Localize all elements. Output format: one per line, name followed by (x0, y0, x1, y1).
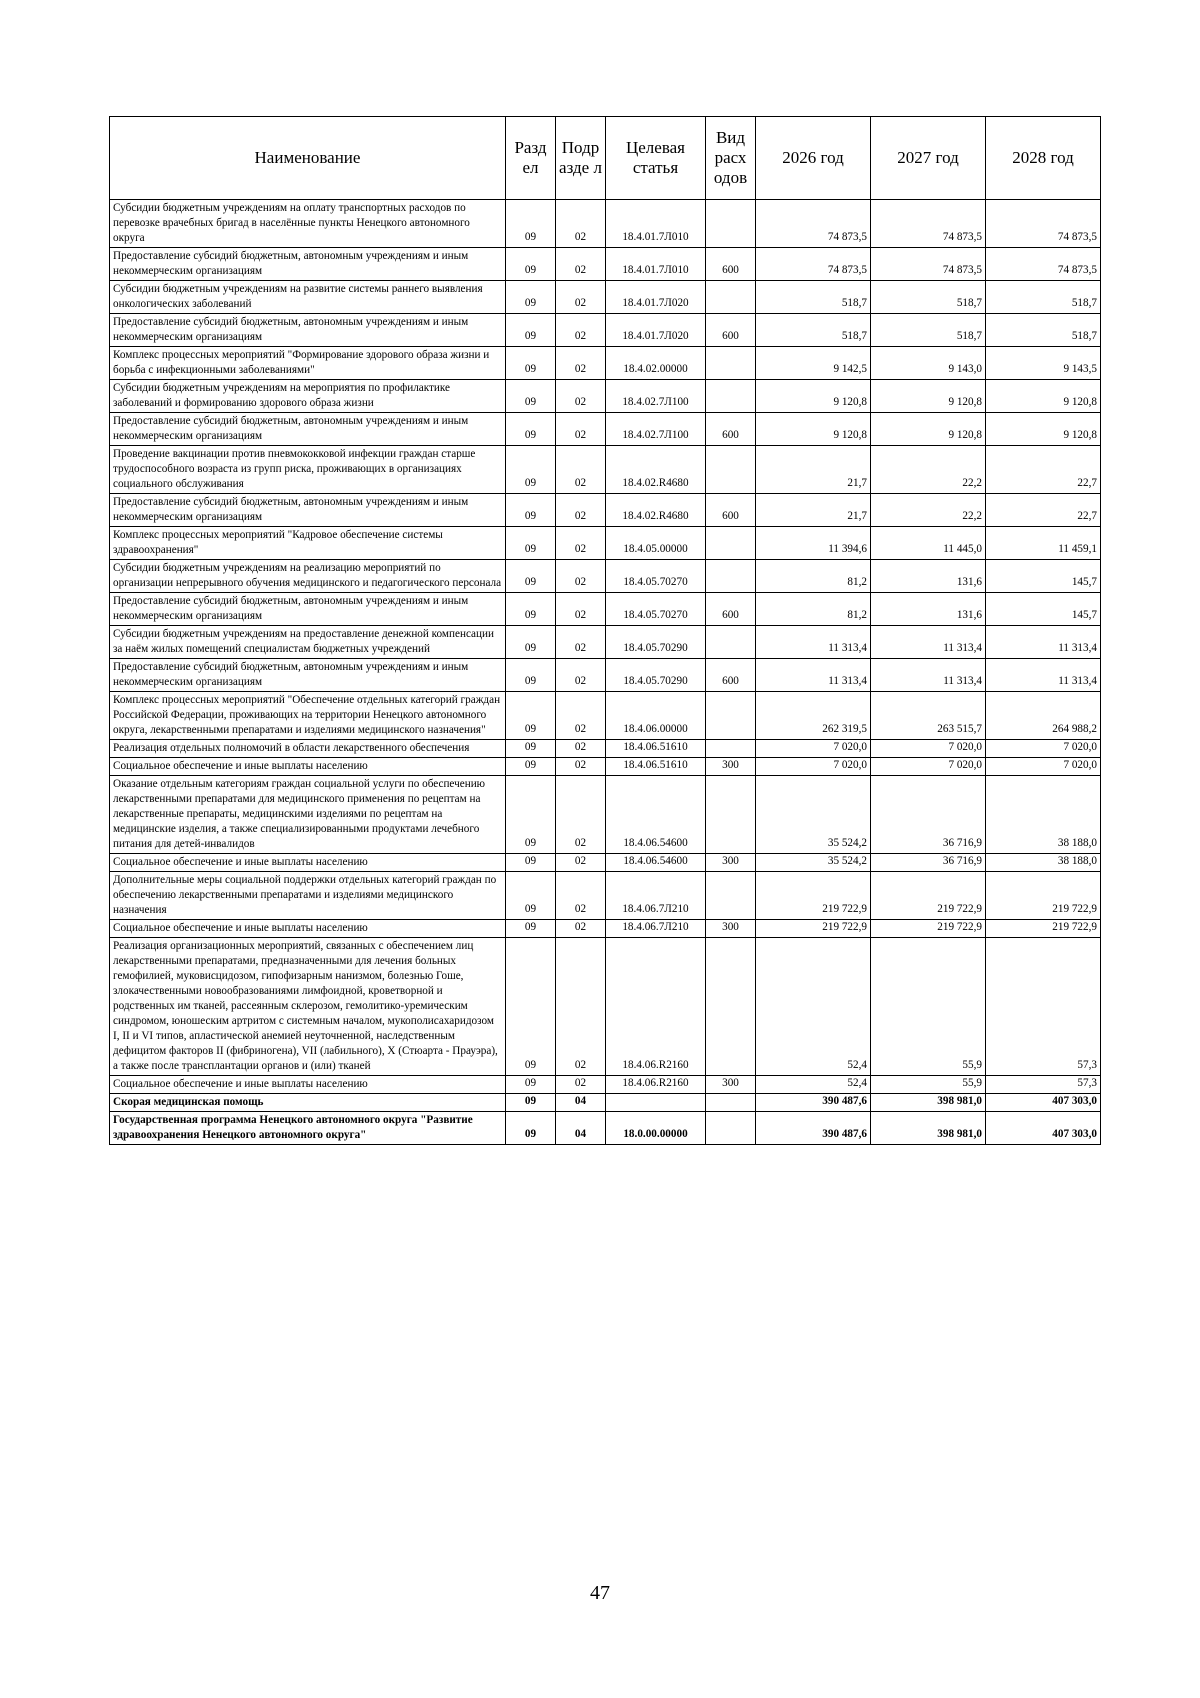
cell-y2028: 22,7 (986, 494, 1101, 527)
cell-section: 09 (506, 1094, 556, 1112)
cell-name: Социальное обеспечение и иные выплаты населению (110, 758, 506, 776)
cell-name: Предоставление субсидий бюджетным, автономным учреждениям и иным некоммерческим организациям (110, 494, 506, 527)
table-row (110, 692, 1101, 740)
cell-name: Комплекс процессных мероприятий "Обеспечение отдельных категорий граждан Российской Федерации, проживающих на территории Ненецкого автономного округа, лекарственными препаратами и изделиями медицинского назначения" (110, 692, 506, 740)
header-2026: 2026 год (756, 117, 871, 200)
cell-target: 18.4.05.70290 (606, 626, 706, 659)
cell-expense-type: 300 (706, 854, 756, 872)
cell-y2027: 398 981,0 (871, 1094, 986, 1112)
cell-expense-type (706, 626, 756, 659)
cell-y2027: 518,7 (871, 314, 986, 347)
table-row (110, 380, 1101, 413)
cell-subsection: 02 (556, 593, 606, 626)
cell-section: 09 (506, 938, 556, 1076)
cell-expense-type (706, 200, 756, 248)
cell-y2027: 131,6 (871, 593, 986, 626)
cell-y2028: 9 120,8 (986, 380, 1101, 413)
cell-name: Субсидии бюджетным учреждениям на мероприятия по профилактике заболеваний и формированию здорового образа жизни (110, 380, 506, 413)
cell-subsection: 02 (556, 446, 606, 494)
cell-target: 18.4.01.7Л020 (606, 314, 706, 347)
cell-section: 09 (506, 593, 556, 626)
cell-subsection: 02 (556, 854, 606, 872)
cell-y2027: 398 981,0 (871, 1112, 986, 1145)
cell-y2026: 518,7 (756, 281, 871, 314)
cell-y2028: 22,7 (986, 446, 1101, 494)
cell-name: Комплекс процессных мероприятий "Кадровое обеспечение системы здравоохранения" (110, 527, 506, 560)
table-row (110, 446, 1101, 494)
cell-expense-type: 600 (706, 248, 756, 281)
cell-target: 18.4.06.R2160 (606, 1076, 706, 1094)
table-row (110, 527, 1101, 560)
header-expense-type: Вид расх одов (706, 117, 756, 200)
cell-y2027: 74 873,5 (871, 200, 986, 248)
cell-expense-type (706, 527, 756, 560)
cell-y2028: 57,3 (986, 938, 1101, 1076)
cell-target: 18.4.06.7Л210 (606, 872, 706, 920)
cell-subsection: 02 (556, 1076, 606, 1094)
cell-target: 18.4.05.00000 (606, 527, 706, 560)
cell-section: 09 (506, 626, 556, 659)
cell-y2028: 11 313,4 (986, 659, 1101, 692)
cell-subsection: 02 (556, 494, 606, 527)
table-row (110, 593, 1101, 626)
cell-subsection: 02 (556, 248, 606, 281)
cell-subsection: 02 (556, 347, 606, 380)
table-row (110, 659, 1101, 692)
cell-subsection: 02 (556, 527, 606, 560)
cell-target: 18.4.05.70270 (606, 560, 706, 593)
cell-name: Предоставление субсидий бюджетным, автономным учреждениям и иным некоммерческим организациям (110, 593, 506, 626)
cell-expense-type (706, 740, 756, 758)
cell-y2026: 21,7 (756, 446, 871, 494)
cell-subsection: 02 (556, 740, 606, 758)
cell-expense-type: 600 (706, 593, 756, 626)
table-row (110, 494, 1101, 527)
table-row (110, 248, 1101, 281)
cell-expense-type (706, 938, 756, 1076)
cell-section: 09 (506, 200, 556, 248)
cell-target: 18.4.02.R4680 (606, 494, 706, 527)
cell-y2028: 145,7 (986, 593, 1101, 626)
cell-y2027: 518,7 (871, 281, 986, 314)
cell-y2026: 74 873,5 (756, 200, 871, 248)
cell-section: 09 (506, 758, 556, 776)
table-row (110, 413, 1101, 446)
cell-y2028: 11 459,1 (986, 527, 1101, 560)
cell-y2028: 7 020,0 (986, 758, 1101, 776)
cell-y2026: 11 313,4 (756, 659, 871, 692)
cell-y2027: 131,6 (871, 560, 986, 593)
cell-y2028: 9 120,8 (986, 413, 1101, 446)
cell-subsection: 02 (556, 380, 606, 413)
cell-y2026: 35 524,2 (756, 854, 871, 872)
cell-subsection: 02 (556, 314, 606, 347)
header-2028: 2028 год (986, 117, 1101, 200)
cell-subsection: 04 (556, 1112, 606, 1145)
cell-y2026: 11 313,4 (756, 626, 871, 659)
table-row (110, 1076, 1101, 1094)
cell-name: Государственная программа Ненецкого автономного округа "Развитие здравоохранения Ненецкого автономного округа" (110, 1112, 506, 1145)
cell-y2026: 219 722,9 (756, 872, 871, 920)
cell-name: Реализация организационных мероприятий, связанных с обеспечением лиц лекарственными препаратами, предназначенными для лечения больных гемофилией, муковисцидозом, гипофизарным нанизмом, болезнью Гоше, злокачественными новообразованиями лимфоидной, кроветворной и родственных им тканей, рассеянным склерозом, гемолитико-уремическим синдромом, юношеским артритом с системным началом, мукополисахаридозом I, II и VI типов, апластической анемией неуточненной, наследственным дефицитом факторов II (фибриногена), VII (лабильного), X (Стюарта - Прауэра), а также после трансплантации органов и (или) тканей (110, 938, 506, 1076)
cell-name: Реализация отдельных полномочий в области лекарственного обеспечения (110, 740, 506, 758)
cell-y2028: 74 873,5 (986, 200, 1101, 248)
table-row (110, 347, 1101, 380)
cell-target: 18.4.06.00000 (606, 692, 706, 740)
cell-section: 09 (506, 446, 556, 494)
cell-expense-type: 300 (706, 920, 756, 938)
cell-section: 09 (506, 560, 556, 593)
cell-subsection: 02 (556, 920, 606, 938)
cell-y2028: 9 143,5 (986, 347, 1101, 380)
cell-y2028: 219 722,9 (986, 872, 1101, 920)
cell-name: Комплекс процессных мероприятий "Формирование здорового образа жизни и борьба с инфекционными заболеваниями" (110, 347, 506, 380)
table-row (110, 938, 1101, 1076)
header-2027: 2027 год (871, 117, 986, 200)
table-row (110, 200, 1101, 248)
cell-y2028: 219 722,9 (986, 920, 1101, 938)
cell-target: 18.4.06.51610 (606, 740, 706, 758)
cell-expense-type (706, 380, 756, 413)
table-row (110, 314, 1101, 347)
cell-y2026: 518,7 (756, 314, 871, 347)
cell-y2027: 9 120,8 (871, 380, 986, 413)
cell-y2026: 262 319,5 (756, 692, 871, 740)
cell-y2026: 52,4 (756, 1076, 871, 1094)
cell-section: 09 (506, 248, 556, 281)
page-number: 47 (590, 1582, 610, 1604)
cell-y2027: 36 716,9 (871, 854, 986, 872)
cell-target: 18.4.05.70270 (606, 593, 706, 626)
table-row (110, 758, 1101, 776)
cell-section: 09 (506, 692, 556, 740)
cell-y2028: 38 188,0 (986, 854, 1101, 872)
cell-expense-type (706, 560, 756, 593)
cell-subsection: 02 (556, 281, 606, 314)
cell-section: 09 (506, 413, 556, 446)
cell-subsection: 02 (556, 776, 606, 854)
table-row (110, 626, 1101, 659)
table-row (110, 1112, 1101, 1145)
table-row (110, 872, 1101, 920)
cell-expense-type: 600 (706, 413, 756, 446)
cell-name: Предоставление субсидий бюджетным, автономным учреждениям и иным некоммерческим организациям (110, 248, 506, 281)
cell-y2028: 407 303,0 (986, 1112, 1101, 1145)
cell-section: 09 (506, 872, 556, 920)
cell-expense-type: 600 (706, 494, 756, 527)
cell-target: 18.4.06.51610 (606, 758, 706, 776)
table-row (110, 281, 1101, 314)
table-row (110, 854, 1101, 872)
cell-name: Проведение вакцинации против пневмококковой инфекции граждан старше трудоспособного возраста из групп риска, проживающих в организациях социального обслуживания (110, 446, 506, 494)
table-row (110, 1094, 1101, 1112)
cell-y2026: 7 020,0 (756, 740, 871, 758)
cell-y2026: 81,2 (756, 560, 871, 593)
cell-y2028: 7 020,0 (986, 740, 1101, 758)
cell-name: Социальное обеспечение и иные выплаты населению (110, 920, 506, 938)
cell-y2026: 9 120,8 (756, 380, 871, 413)
cell-name: Социальное обеспечение и иные выплаты населению (110, 854, 506, 872)
cell-name: Оказание отдельным категориям граждан социальной услуги по обеспечению лекарственными препаратами для медицинского применения по рецептам на лекарственные препараты, медицинскими изделиями по рецептам на медицинские изделия, а также специализированными продуктами лечебного питания для детей-инвалидов (110, 776, 506, 854)
cell-name: Предоставление субсидий бюджетным, автономным учреждениям и иным некоммерческим организациям (110, 659, 506, 692)
cell-target: 18.4.02.7Л100 (606, 413, 706, 446)
cell-subsection: 02 (556, 200, 606, 248)
cell-y2027: 219 722,9 (871, 920, 986, 938)
cell-y2026: 52,4 (756, 938, 871, 1076)
budget-table (109, 116, 1101, 1145)
cell-y2028: 57,3 (986, 1076, 1101, 1094)
cell-section: 09 (506, 314, 556, 347)
table-row (110, 920, 1101, 938)
cell-target: 18.4.02.00000 (606, 347, 706, 380)
cell-y2028: 264 988,2 (986, 692, 1101, 740)
cell-expense-type: 300 (706, 758, 756, 776)
cell-y2027: 22,2 (871, 494, 986, 527)
cell-y2026: 35 524,2 (756, 776, 871, 854)
cell-y2027: 74 873,5 (871, 248, 986, 281)
cell-name: Дополнительные меры социальной поддержки отдельных категорий граждан по обеспечению лекарственными препаратами и изделиями медицинского назначения (110, 872, 506, 920)
cell-y2027: 11 313,4 (871, 626, 986, 659)
cell-expense-type (706, 776, 756, 854)
cell-expense-type (706, 347, 756, 380)
cell-y2026: 81,2 (756, 593, 871, 626)
cell-y2026: 390 487,6 (756, 1094, 871, 1112)
cell-target: 18.4.01.7Л020 (606, 281, 706, 314)
cell-y2028: 518,7 (986, 314, 1101, 347)
cell-y2027: 7 020,0 (871, 758, 986, 776)
cell-y2026: 9 142,5 (756, 347, 871, 380)
cell-section: 09 (506, 1112, 556, 1145)
cell-name: Скорая медицинская помощь (110, 1094, 506, 1112)
cell-section: 09 (506, 347, 556, 380)
cell-y2028: 145,7 (986, 560, 1101, 593)
cell-y2028: 11 313,4 (986, 626, 1101, 659)
cell-name: Субсидии бюджетным учреждениям на оплату транспортных расходов по перевозке врачебных бригад в населённые пункты Ненецкого автономного округа (110, 200, 506, 248)
cell-subsection: 02 (556, 938, 606, 1076)
cell-name: Субсидии бюджетным учреждениям на реализацию мероприятий по организации непрерывного обучения медицинского и педагогического персонала (110, 560, 506, 593)
budget-table-container (109, 116, 1100, 1145)
cell-target: 18.4.02.R4680 (606, 446, 706, 494)
cell-y2028: 518,7 (986, 281, 1101, 314)
cell-y2026: 21,7 (756, 494, 871, 527)
cell-target: 18.4.06.54600 (606, 854, 706, 872)
cell-expense-type (706, 446, 756, 494)
cell-name: Предоставление субсидий бюджетным, автономным учреждениям и иным некоммерческим организациям (110, 314, 506, 347)
cell-section: 09 (506, 380, 556, 413)
cell-y2026: 74 873,5 (756, 248, 871, 281)
cell-y2026: 7 020,0 (756, 758, 871, 776)
cell-target: 18.4.01.7Л010 (606, 200, 706, 248)
table-row (110, 776, 1101, 854)
cell-target: 18.4.05.70290 (606, 659, 706, 692)
cell-expense-type (706, 1094, 756, 1112)
cell-target: 18.4.01.7Л010 (606, 248, 706, 281)
cell-subsection: 02 (556, 659, 606, 692)
cell-subsection: 02 (556, 626, 606, 659)
cell-section: 09 (506, 527, 556, 560)
cell-y2027: 36 716,9 (871, 776, 986, 854)
cell-expense-type (706, 281, 756, 314)
cell-y2027: 55,9 (871, 1076, 986, 1094)
cell-target: 18.4.06.R2160 (606, 938, 706, 1076)
cell-target: 18.0.00.00000 (606, 1112, 706, 1145)
cell-y2027: 9 120,8 (871, 413, 986, 446)
cell-y2027: 263 515,7 (871, 692, 986, 740)
cell-section: 09 (506, 740, 556, 758)
cell-section: 09 (506, 659, 556, 692)
cell-section: 09 (506, 494, 556, 527)
cell-y2026: 219 722,9 (756, 920, 871, 938)
cell-y2027: 55,9 (871, 938, 986, 1076)
cell-y2026: 11 394,6 (756, 527, 871, 560)
cell-y2026: 9 120,8 (756, 413, 871, 446)
table-row (110, 740, 1101, 758)
cell-y2027: 11 445,0 (871, 527, 986, 560)
cell-y2027: 22,2 (871, 446, 986, 494)
cell-subsection: 02 (556, 758, 606, 776)
cell-subsection: 02 (556, 692, 606, 740)
cell-section: 09 (506, 1076, 556, 1094)
cell-subsection: 02 (556, 560, 606, 593)
cell-y2028: 407 303,0 (986, 1094, 1101, 1112)
cell-target (606, 1094, 706, 1112)
cell-expense-type (706, 872, 756, 920)
cell-expense-type (706, 1112, 756, 1145)
cell-expense-type: 300 (706, 1076, 756, 1094)
cell-expense-type: 600 (706, 314, 756, 347)
cell-section: 09 (506, 776, 556, 854)
cell-y2027: 7 020,0 (871, 740, 986, 758)
cell-y2027: 11 313,4 (871, 659, 986, 692)
cell-y2027: 219 722,9 (871, 872, 986, 920)
header-subsection: Подр азде л (556, 117, 606, 200)
cell-subsection: 02 (556, 872, 606, 920)
cell-name: Предоставление субсидий бюджетным, автономным учреждениям и иным некоммерческим организациям (110, 413, 506, 446)
cell-target: 18.4.06.7Л210 (606, 920, 706, 938)
cell-name: Субсидии бюджетным учреждениям на предоставление денежной компенсации за наём жилых помещений специалистам бюджетных учреждений (110, 626, 506, 659)
cell-section: 09 (506, 920, 556, 938)
cell-expense-type: 600 (706, 659, 756, 692)
cell-subsection: 02 (556, 413, 606, 446)
header-name: Наименование (110, 117, 506, 200)
header-target: Целевая статья (606, 117, 706, 200)
cell-y2026: 390 487,6 (756, 1112, 871, 1145)
cell-y2028: 74 873,5 (986, 248, 1101, 281)
table-header-row (110, 117, 1101, 200)
cell-expense-type (706, 692, 756, 740)
cell-name: Социальное обеспечение и иные выплаты населению (110, 1076, 506, 1094)
cell-target: 18.4.02.7Л100 (606, 380, 706, 413)
cell-name: Субсидии бюджетным учреждениям на развитие системы раннего выявления онкологических заболеваний (110, 281, 506, 314)
cell-section: 09 (506, 281, 556, 314)
cell-section: 09 (506, 854, 556, 872)
header-section: Разд ел (506, 117, 556, 200)
cell-subsection: 04 (556, 1094, 606, 1112)
cell-target: 18.4.06.54600 (606, 776, 706, 854)
table-row (110, 560, 1101, 593)
cell-y2027: 9 143,0 (871, 347, 986, 380)
cell-y2028: 38 188,0 (986, 776, 1101, 854)
